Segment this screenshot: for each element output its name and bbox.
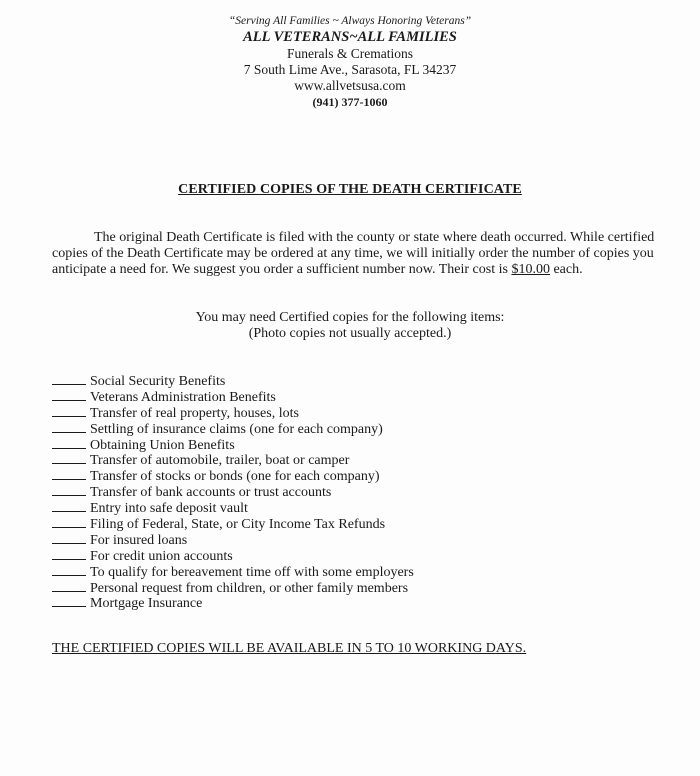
- items-intro-line: You may need Certified copies for the following items:: [195, 310, 505, 325]
- check-blank: [52, 468, 86, 480]
- availability-notice: THE CERTIFIED COPIES WILL BE AVAILABLE IN 5 TO 10 WORKING DAYS.: [52, 641, 527, 656]
- organization-website: www.allvetsusa.com: [294, 78, 406, 93]
- check-blank: [52, 373, 86, 385]
- organization-subtitle: Funerals & Cremations: [287, 46, 413, 61]
- item-label: Transfer of automobile, trailer, boat or camper: [90, 453, 350, 469]
- list-item: [52, 421, 652, 437]
- check-blank: [52, 548, 86, 560]
- list-item: [52, 373, 652, 389]
- check-blank: [52, 421, 86, 433]
- organization-name: ALL VETERANS~ALL FAMILIES: [243, 29, 457, 45]
- item-label: Mortgage Insurance: [90, 596, 203, 612]
- check-blank: [52, 532, 86, 544]
- check-blank: [52, 405, 86, 417]
- list-item: [52, 484, 652, 500]
- intro-end: each.: [549, 262, 583, 277]
- items-intro-note: (Photo copies not usually accepted.): [248, 326, 452, 341]
- item-label: To qualify for bereavement time off with some employers: [90, 564, 414, 580]
- list-item: [52, 548, 652, 564]
- cost-amount: $10.00: [511, 262, 550, 277]
- tagline: “Serving All Families ~ Always Honoring Veterans”: [228, 15, 472, 27]
- list-item: [52, 564, 652, 580]
- list-item: [52, 532, 652, 548]
- item-label: For credit union accounts: [90, 548, 233, 564]
- item-label: Filing of Federal, State, or City Income Tax Refunds: [90, 517, 386, 533]
- item-label: For insured loans: [90, 532, 188, 548]
- item-label: Transfer of bank accounts or trust accounts: [90, 485, 332, 501]
- item-label: Transfer of real property, houses, lots: [90, 405, 299, 421]
- check-blank: [52, 437, 86, 449]
- organization-address: 7 South Lime Ave., Sarasota, FL 34237: [243, 62, 457, 77]
- items-intro: [0, 310, 700, 342]
- item-label: Veterans Administration Benefits: [90, 389, 276, 405]
- list-item: [52, 595, 652, 611]
- item-label: Personal request from children, or other family members: [90, 580, 409, 596]
- list-item: [52, 452, 652, 468]
- check-blank: [52, 580, 86, 592]
- item-label: Transfer of stocks or bonds (one for each company): [90, 469, 380, 485]
- list-item: [52, 468, 652, 484]
- list-item: [52, 405, 652, 421]
- list-item: [52, 389, 652, 405]
- intro-paragraph: [52, 230, 670, 278]
- check-blank: [52, 516, 86, 528]
- check-blank: [52, 564, 86, 576]
- list-item: [52, 500, 652, 516]
- item-label: Social Security Benefits: [90, 374, 226, 389]
- check-blank: [52, 389, 86, 401]
- check-blank: [52, 595, 86, 607]
- check-blank: [52, 500, 86, 512]
- items-checklist: [52, 373, 652, 611]
- letterhead: [0, 14, 700, 110]
- item-label: Settling of insurance claims (one for each company): [90, 421, 383, 437]
- item-label: Obtaining Union Benefits: [90, 437, 235, 453]
- check-blank: [52, 484, 86, 496]
- item-label: Entry into safe deposit vault: [90, 501, 248, 517]
- list-item: [52, 516, 652, 532]
- intro-text: The original Death Certificate is filed with the county or state where death occurred. While certified copies of the Death Certificate may be ordered at any time, we will initially order the number of copies you anticipate a need for. We suggest you order a sufficient number now. Their cost is: [52, 230, 655, 277]
- list-item: [52, 437, 652, 453]
- document-title: CERTIFIED COPIES OF THE DEATH CERTIFICATE: [178, 182, 522, 197]
- check-blank: [52, 452, 86, 464]
- list-item: [52, 580, 652, 596]
- organization-phone: (941) 377-1060: [312, 95, 388, 109]
